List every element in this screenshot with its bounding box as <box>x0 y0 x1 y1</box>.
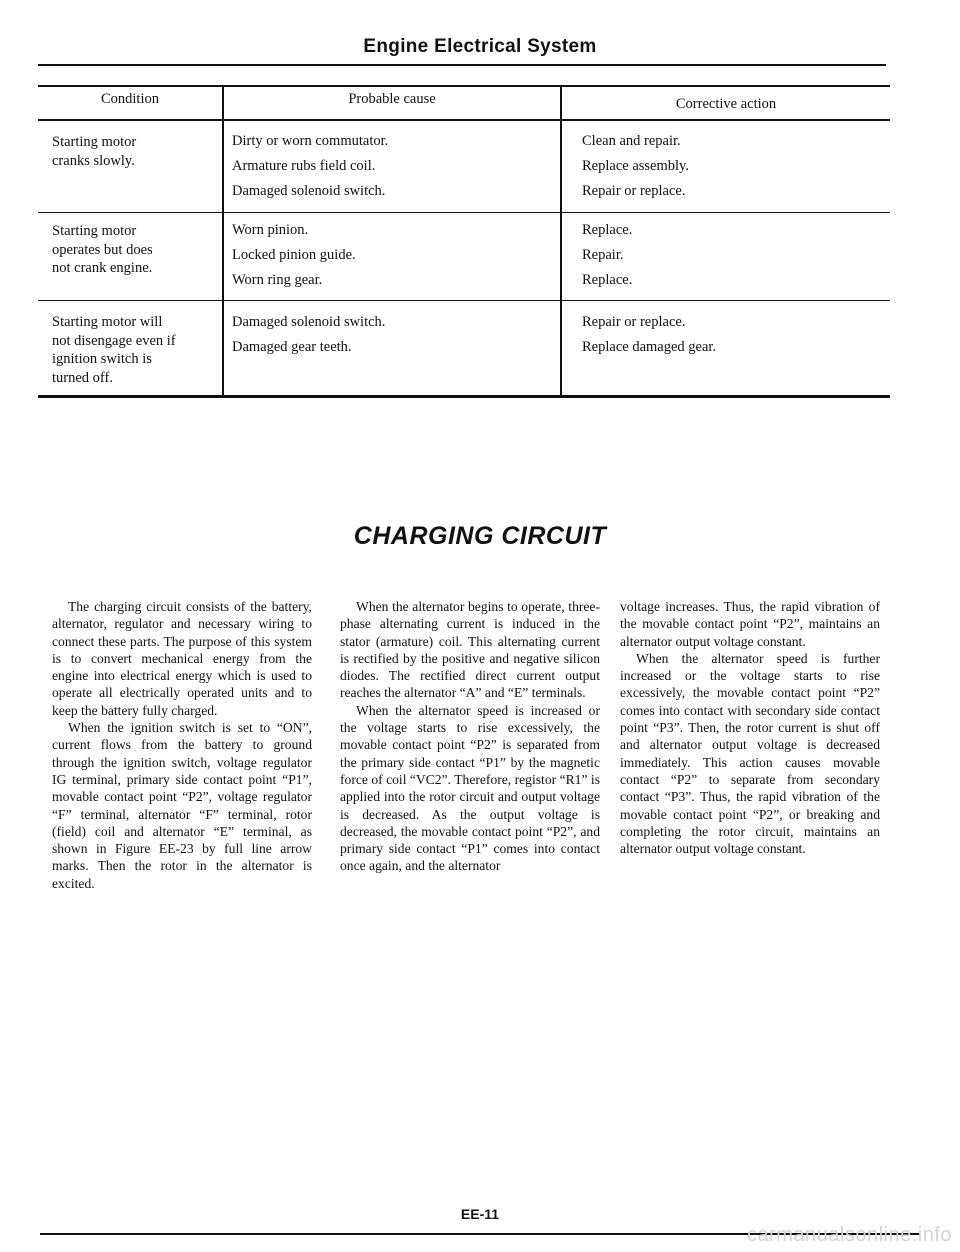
table-vline-1 <box>222 86 224 396</box>
text-column-2 <box>340 598 600 875</box>
table-row-2-condition <box>52 222 153 278</box>
table-row-3-causes <box>232 310 385 360</box>
table-bottom-rule <box>38 395 890 398</box>
action-line: Replace assembly. <box>582 158 689 174</box>
paragraph: When the ignition switch is set to “ON”, current flows from the battery to ground through the ignition switch, voltage regulator IG terminal, primary side contact point “P1”, movable contact point “P2”, voltage regulator “F” terminal, alternator “F” terminal, rotor (field) coil and alternator “E” terminal, as shown in Figure EE-23 by full line arrow marks. Then the rotor in the alternator is excited. <box>52 720 312 891</box>
condition-line: not disengage even if <box>52 332 176 349</box>
condition-line: Starting motor <box>52 223 137 239</box>
action-line: Repair or replace. <box>582 314 686 330</box>
table-vline-2 <box>560 86 562 396</box>
table-row-3-condition <box>52 313 176 387</box>
table-row-rule <box>38 212 890 213</box>
page-number: EE-11 <box>460 1206 500 1222</box>
table-header-condition: Condition <box>100 91 159 107</box>
table-row-2-causes <box>232 218 356 293</box>
action-line: Replace. <box>582 272 633 288</box>
text-column-3 <box>620 598 880 857</box>
cause-line: Dirty or worn commutator. <box>232 133 389 149</box>
table-header-rule <box>38 119 890 121</box>
action-line: Repair. <box>582 247 624 263</box>
condition-line: ignition switch is <box>52 351 152 367</box>
table-row-2-actions <box>582 218 632 293</box>
watermark: carmanualsonline.info <box>746 1224 952 1246</box>
cause-line: Damaged solenoid switch. <box>232 314 386 330</box>
cause-line: Worn pinion. <box>232 222 309 238</box>
table-row-1-actions <box>582 129 689 204</box>
paragraph: When the alternator speed is increased or the voltage starts to rise excessively, the movable contact point “P2” is separated from the primary side contact “P1” by the magnetic force of coil “VC2”. Therefore, registor “R1” is applied into the rotor circuit and output voltage is decreased. As the output voltage is decreased, the movable contact point “P2”, and primary side contact “P1” comes into contact once again, and the alternator <box>340 702 600 874</box>
condition-line: cranks slowly. <box>52 152 135 169</box>
section-title: CHARGING CIRCUIT <box>353 522 607 550</box>
table-row-1-condition <box>52 133 136 170</box>
cause-line: Locked pinion guide. <box>232 247 356 263</box>
page-header-title: Engine Electrical System <box>363 36 597 57</box>
text-column-1 <box>52 598 312 892</box>
paragraph: When the alternator speed is further increased or the voltage starts to rise excessively, the movable contact point “P2” comes into contact with secondary side contact point “P3”. Then, the rotor current is shut off and alternator output voltage is decreased immediately. This action causes movable contact “P2” to separate from secondary contact “P3”. Thus, the rapid vibration of the movable contact point “P2”, or breaking and completing the rotor circuit, maintains an alternator output voltage constant. <box>620 650 880 857</box>
condition-line: Starting motor <box>52 134 137 150</box>
cause-line: Armature rubs field coil. <box>232 158 376 174</box>
cause-line: Damaged solenoid switch. <box>232 183 386 199</box>
action-line: Replace. <box>582 222 633 238</box>
cause-line: Damaged gear teeth. <box>232 339 352 355</box>
action-line: Replace damaged gear. <box>582 339 717 355</box>
table-top-rule <box>38 85 890 87</box>
header-rule <box>38 64 886 66</box>
paragraph: The charging circuit consists of the battery, alternator, regulator and necessary wiring to connect these parts. The purpose of this system is to convert mechanical energy from the engine into electrical energy which is used to operate all electrically operated units and to keep the battery fully charged. <box>52 599 312 718</box>
condition-line: Starting motor will <box>52 314 163 330</box>
condition-line: turned off. <box>52 369 113 386</box>
table-header-probable-cause: Probable cause <box>348 91 436 107</box>
action-line: Repair or replace. <box>582 183 686 199</box>
condition-line: not crank engine. <box>52 260 153 276</box>
paragraph: voltage increases. Thus, the rapid vibration of the movable contact point “P2”, maintains an alternator output voltage constant. <box>620 599 880 649</box>
condition-line: operates but does <box>52 241 153 258</box>
paragraph: When the alternator begins to operate, three-phase alternating current is induced in the stator (armature) coil. This alternating current is rectified by the positive and negative silicon diodes. The rectified direct current output reaches the alternator “A” and “E” terminals. <box>340 599 600 701</box>
table-header-corrective-action: Corrective action <box>675 96 777 112</box>
action-line: Clean and repair. <box>582 133 681 149</box>
table-row-rule <box>38 300 890 301</box>
table-row-1-causes <box>232 129 388 204</box>
table-row-3-actions <box>582 310 716 360</box>
cause-line: Worn ring gear. <box>232 272 323 288</box>
